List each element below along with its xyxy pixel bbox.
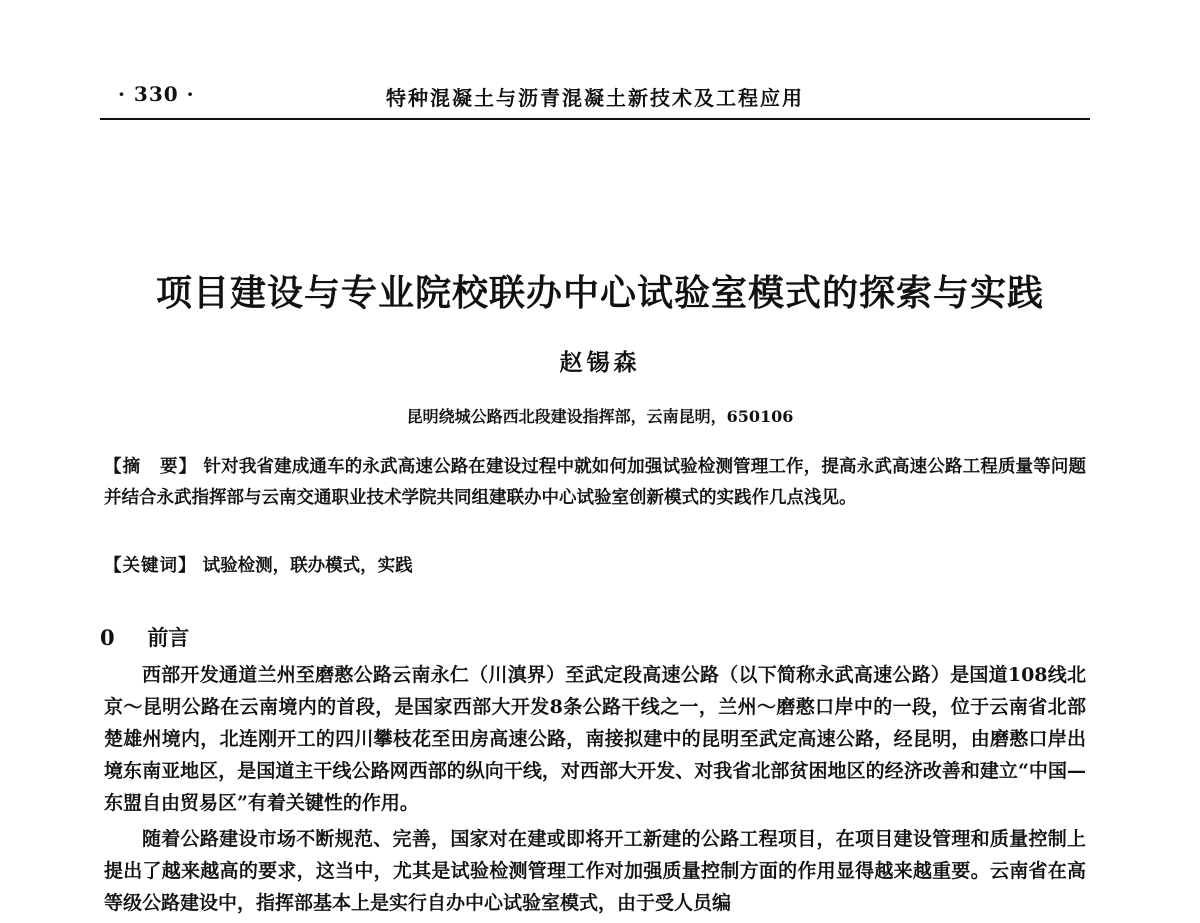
header-rule <box>100 118 1090 120</box>
keywords <box>104 551 1086 582</box>
body-paragraph: 西部开发通道兰州至磨憨公路云南永仁（川滇界）至武定段高速公路（以下简称永武高速公路）是国道108线北京～昆明公路在云南境内的首段，是国家西部大开发8条公路干线之一，兰州～磨憨口岸中的一段，位于云南省北部楚雄州境内，北连刚开工的四川攀枝花至田房高速公路，南接拟建中的昆明至武定高速公路，经昆明，由磨憨口岸出境东南亚地区，是国道主干线公路网西部的纵向干线，对西部大开发、对我省北部贫困地区的经济改善和建立“中国—东盟自由贸易区”有着关键性的作用。 <box>104 664 1086 814</box>
page-number: · 330 · <box>118 82 195 106</box>
running-header <box>100 82 1090 116</box>
keywords-label: 【关键词】 <box>104 556 197 576</box>
section-title: 前言 <box>147 625 190 650</box>
journal-title: 特种混凝土与沥青混凝土新技术及工程应用 <box>386 86 804 110</box>
section-number: 0 <box>100 625 115 650</box>
article-title: 项目建设与专业院校联办中心试验室模式的探索与实践 <box>155 272 1044 314</box>
author-affiliation: 昆明绕城公路西北段建设指挥部，云南昆明，650106 <box>406 407 794 426</box>
abstract-label: 【摘 要】 <box>104 457 198 477</box>
article-author: 赵锡森 <box>559 349 641 376</box>
body-paragraph: 随着公路建设市场不断规范、完善，国家对在建或即将开工新建的公路工程项目，在项目建设管理和质量控制上提出了越来越高的要求，这当中，尤其是试验检测管理工作对加强质量控制方面的作用显得越来越重要。云南省在高等级公路建设中，指挥部基本上是实行自办中心试验室模式，由于受人员编 <box>104 828 1086 914</box>
keywords-text: 试验检测，联办模式，实践 <box>202 556 413 576</box>
section-heading <box>100 622 189 652</box>
abstract-text: 针对我省建成通车的永武高速公路在建设过程中就如何加强试验检测管理工作，提高永武高速公路工程质量等问题并结合永武指挥部与云南交通职业技术学院共同组建联办中心试验室创新模式的实践作几点浅见。 <box>104 457 1087 508</box>
body-text <box>104 659 1086 923</box>
abstract <box>104 452 1086 514</box>
